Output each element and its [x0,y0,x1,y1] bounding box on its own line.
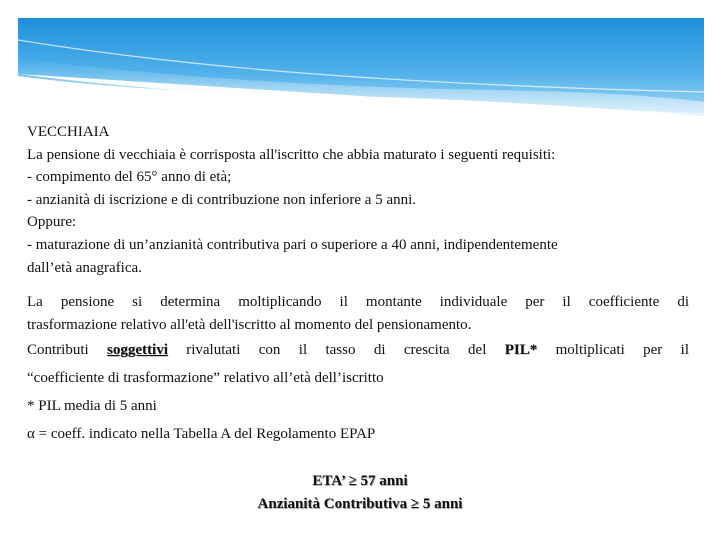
calculation-line-2: trasformazione relativo all'età dell'iscritto al momento del pensionamento. [27,316,472,333]
requirements-summary [0,470,720,515]
contributi-part-3: moltiplicati per il [537,342,689,359]
oppure-text: Oppure: [27,214,77,231]
soggettivi-term: soggettivi [107,342,168,359]
header-banner [18,18,704,118]
anzianita-requirement: Anzianità Contributiva ≥ 5 anni [257,495,463,512]
contributi-line-1 [27,336,689,364]
pil-term: PIL* [504,342,538,359]
eta-requirement: ETA’ ≥ 57 anni [312,473,408,489]
calculation-line-1: La pensione si determina moltiplicando il montante individuale per il coefficiente di [27,294,689,311]
main-content [27,121,689,448]
contributi-part-2: rivalutati con il tasso di crescita del [167,342,505,359]
requirement-1: - compimento del 65° anno di età; [27,169,232,186]
section-heading: VECCHIAIA [27,124,110,140]
alpha-note: α = coeff. indicato nella Tabella A del Regolamento EPAP [27,426,376,443]
pil-note: * PIL media di 5 anni [27,398,157,415]
requirement-2: - anzianità di iscrizione e di contribuzione non inferiore a 5 anni. [27,191,417,208]
intro-text: La pensione di vecchiaia è corrisposta all'iscritto che abbia maturato i seguenti requisiti: [27,146,556,163]
contributi-line-2: “coefficiente di trasformazione” relativo all’età dell’iscritto [27,370,384,387]
contributi-part-1: Contributi [27,342,108,359]
requirement-3-line-2: dall’età anagrafica. [27,259,142,276]
requirement-3-line-1: - maturazione di un’anzianità contributiva pari o superiore a 40 anni, indipendentemente [27,236,558,253]
